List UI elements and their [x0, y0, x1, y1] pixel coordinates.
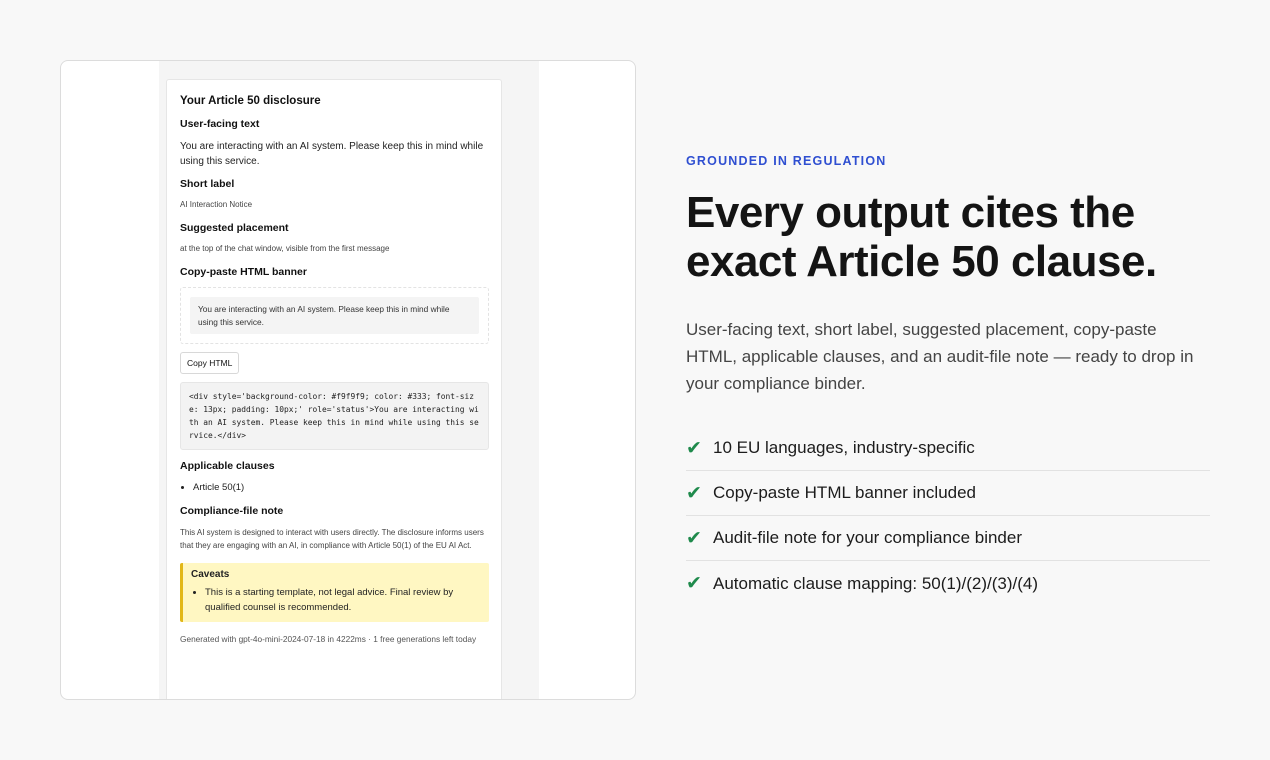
check-icon: ✔ — [686, 527, 702, 549]
caveats-box — [180, 563, 489, 622]
caveats-heading: Caveats — [191, 569, 230, 580]
compliance-heading: Compliance-file note — [180, 505, 284, 517]
compliance-note: This AI system is designed to interact with users directly. The disclosure informs users that they are engaging with an AI, in compliance with Article 50(1) of the EU AI Act. — [180, 528, 484, 550]
user-facing-text: You are interacting with an AI system. Please keep this in mind while using this service. — [180, 141, 484, 167]
list-item: • This is a starting template, not legal advice. Final review by qualified counsel is recommended. — [205, 585, 481, 615]
feature-list — [686, 426, 1210, 606]
feature-label: Copy-paste HTML banner included — [713, 483, 977, 502]
short-label-value: AI Interaction Notice — [180, 200, 253, 209]
placement-value: at the top of the chat window, visible from the first message — [180, 244, 390, 253]
feature-label: Automatic clause mapping: 50(1)/(2)/(3)/(4) — [713, 573, 1039, 593]
feature-item — [686, 426, 1210, 471]
banner-heading: Copy-paste HTML banner — [180, 266, 307, 278]
short-label-heading: Short label — [180, 178, 235, 190]
eyebrow-label: GROUNDED IN REGULATION — [686, 154, 887, 168]
user-facing-heading: User-facing text — [180, 118, 260, 130]
lede-paragraph: User-facing text, short label, suggested placement, copy-paste HTML, applicable clauses, and an audit-file note — ready to drop in your compliance binder. — [686, 320, 1194, 393]
disclosure-card — [166, 79, 502, 700]
headline: Every output cites the exact Article 50 clause. — [686, 188, 1157, 286]
check-icon: ✔ — [686, 437, 702, 459]
placement-heading: Suggested placement — [180, 222, 289, 234]
clauses-list — [193, 481, 489, 495]
generation-footer: Generated with gpt-4o-mini-2024-07-18 in 4222ms · 1 free generations left today — [180, 634, 477, 644]
feature-item — [686, 561, 1210, 606]
banner-preview — [180, 287, 489, 344]
clauses-heading: Applicable clauses — [180, 460, 275, 472]
feature-label: 10 EU languages, industry-specific — [713, 438, 975, 457]
feature-item — [686, 471, 1210, 516]
check-icon: ✔ — [686, 573, 702, 594]
product-screenshot — [60, 60, 636, 700]
list-item: • Article 50(1) — [193, 481, 489, 495]
caveats-list — [205, 585, 481, 615]
feature-item — [686, 516, 1210, 561]
banner-preview-text: You are interacting with an AI system. Please keep this in mind while using this service. — [190, 297, 479, 334]
copy-html-button[interactable]: Copy HTML — [180, 352, 239, 374]
feature-label: Audit-file note for your compliance binder — [713, 528, 1022, 547]
check-icon: ✔ — [686, 482, 702, 504]
disclosure-title: Your Article 50 disclosure — [180, 95, 321, 107]
html-code-block: <div style='background-color: #f9f9f9; color: #333; font-size: 13px; padding: 10px;' role='status'>You are interacting with an AI system. Please keep this in mind while using this service.</div> — [180, 382, 489, 450]
